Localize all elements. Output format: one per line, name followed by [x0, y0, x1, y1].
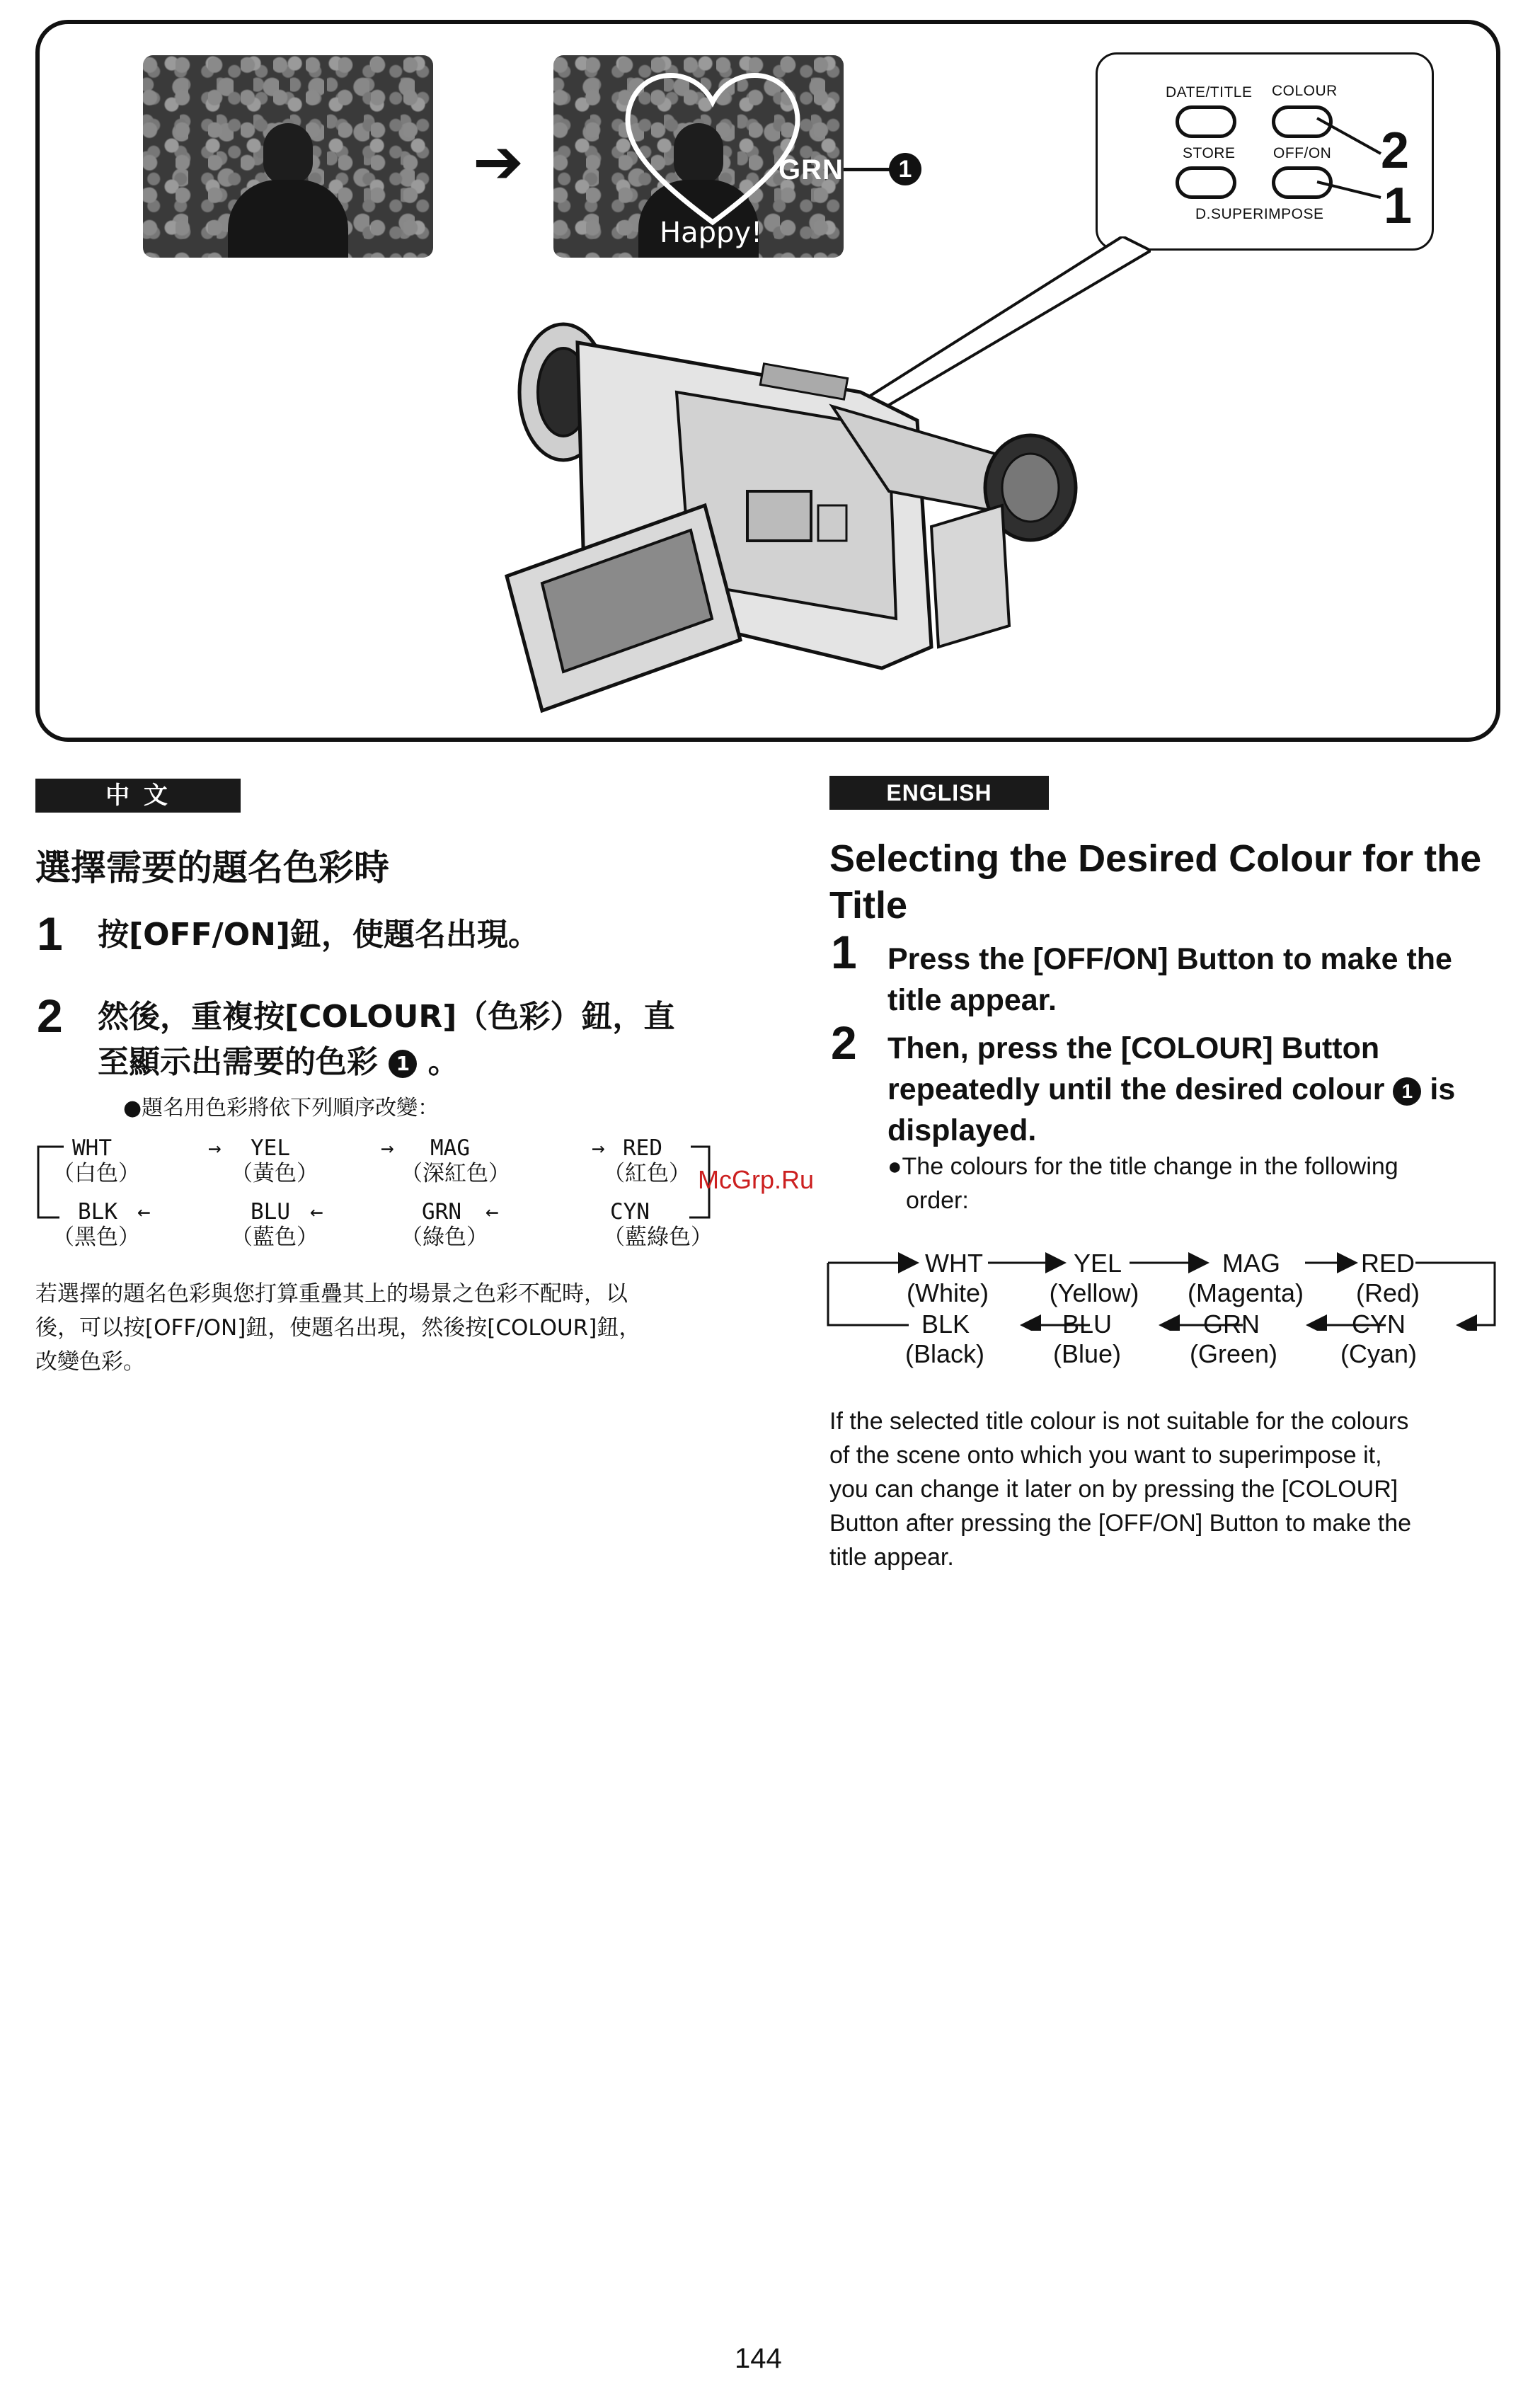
- english-bullet-line1: ●The colours for the title change in the following: [887, 1153, 1398, 1180]
- seq-blk: BLK: [921, 1310, 970, 1339]
- english-step2-line2-end: is: [1430, 1072, 1456, 1106]
- chinese-step2-line1: 然後，重複按[COLOUR]（色彩）鈕，直: [98, 999, 675, 1035]
- seq-blu-zh: （藍色）: [231, 1225, 318, 1250]
- seq-arrow-left: ←: [310, 1199, 323, 1225]
- store-label: STORE: [1183, 145, 1236, 161]
- illustration-panel: [35, 20, 1500, 742]
- english-bullet-line2: order:: [906, 1187, 969, 1214]
- chinese-section-label: 中 文: [35, 779, 241, 813]
- seq-wht: WHT: [72, 1135, 112, 1161]
- chinese-step2-line2-text: 至顯示出需要的色彩: [98, 1044, 378, 1080]
- english-step1-line1: Press the [OFF/ON] Button to make the: [887, 942, 1452, 976]
- camcorder-illustration: [464, 314, 1144, 725]
- off-on-label: OFF/ON: [1273, 145, 1332, 161]
- screen-title-happy: Happy!: [660, 217, 763, 249]
- chinese-step1-number: 1: [37, 907, 63, 960]
- arrow-right-icon: ➔: [473, 128, 524, 196]
- english-step2-line1: Then, press the [COLOUR] Button: [887, 1031, 1380, 1065]
- chinese-title: 選擇需要的題名色彩時: [35, 847, 389, 888]
- seq-blk: BLK: [78, 1199, 117, 1225]
- seq-blu: BLU: [251, 1199, 290, 1225]
- seq-red-zh: （紅色）: [603, 1161, 691, 1186]
- seq-grn-zh: （綠色）: [401, 1225, 488, 1250]
- seq-red: RED: [623, 1135, 662, 1161]
- pointer-lines: [1310, 111, 1388, 217]
- english-step2-line2: [887, 1069, 1455, 1110]
- seq-magenta-name: (Magenta): [1187, 1278, 1304, 1307]
- chinese-step1-text: 按[OFF/ON]鈕，使題名出現。: [98, 917, 540, 953]
- store-button[interactable]: [1176, 166, 1236, 199]
- chinese-note-line1: 若選擇的題名色彩與您打算重疊其上的場景之色彩不配時，以: [35, 1281, 628, 1307]
- chinese-step2-line2: [98, 1041, 459, 1084]
- seq-cyn-zh: （藍綠色）: [603, 1225, 713, 1250]
- seq-wht: WHT: [925, 1249, 983, 1278]
- chinese-step2-line2-end: 。: [427, 1044, 459, 1080]
- seq-yel-zh: （黃色）: [231, 1161, 318, 1186]
- seq-wht-zh: （白色）: [52, 1161, 140, 1186]
- seq-mag: MAG: [430, 1135, 470, 1161]
- chinese-bullet: ●題名用色彩將依下列順序改變：: [123, 1096, 439, 1121]
- seq-mag: MAG: [1222, 1249, 1280, 1278]
- english-step2-number: 2: [831, 1016, 857, 1069]
- chinese-sequence: [31, 1133, 718, 1267]
- button-number-2: 2: [1381, 122, 1410, 179]
- seq-grn: GRN: [1203, 1310, 1260, 1339]
- english-section-label: ENGLISH: [829, 776, 1049, 810]
- english-note-line4: Button after pressing the [OFF/ON] Button to make the: [829, 1510, 1412, 1537]
- english-note-line1: If the selected title colour is not suitable for the colours: [829, 1408, 1409, 1435]
- english-sequence: [827, 1246, 1499, 1373]
- seq-mag-zh: （深紅色）: [401, 1161, 510, 1186]
- english-note-line3: you can change it later on by pressing the [COLOUR]: [829, 1476, 1398, 1503]
- person-silhouette: [228, 102, 348, 258]
- callout-line: [844, 168, 890, 171]
- english-title-line2: Title: [829, 884, 908, 927]
- seq-red-name: (Red): [1355, 1278, 1420, 1307]
- seq-blue-name: (Blue): [1052, 1339, 1122, 1368]
- seq-blk-zh: （黑色）: [52, 1225, 140, 1250]
- callout-number-1: 1: [389, 1050, 417, 1078]
- date-title-label: DATE/TITLE: [1166, 84, 1253, 101]
- seq-yellow-name: (Yellow): [1049, 1278, 1139, 1307]
- callout-number-1: 1: [1393, 1077, 1421, 1106]
- screen-after-image: [553, 55, 844, 258]
- seq-yel: YEL: [1073, 1249, 1122, 1278]
- english-step2-line2-text: repeatedly until the desired colour: [887, 1072, 1385, 1106]
- english-step1-number: 1: [831, 926, 857, 978]
- seq-cyn: CYN: [610, 1199, 650, 1225]
- seq-cyan-name: (Cyan): [1340, 1339, 1418, 1368]
- button-number-1: 1: [1384, 178, 1413, 234]
- seq-arrow: →: [381, 1135, 394, 1161]
- english-title-line1: Selecting the Desired Colour for the: [829, 837, 1482, 880]
- seq-arrow-left: ←: [485, 1199, 499, 1225]
- date-title-button[interactable]: [1176, 105, 1236, 138]
- button-panel: [1096, 52, 1434, 251]
- chinese-step2-number: 2: [37, 990, 63, 1042]
- screen-title-grn: GRN: [778, 154, 844, 185]
- seq-arrow-left: ←: [137, 1199, 151, 1225]
- seq-arrow: →: [592, 1135, 605, 1161]
- english-step1-line2: title appear.: [887, 983, 1057, 1017]
- chinese-note-line3: 改變色彩。: [35, 1349, 145, 1375]
- seq-yel: YEL: [251, 1135, 290, 1161]
- watermark: McGrp.Ru: [698, 1165, 815, 1194]
- chinese-note-line2: 後，可以按[OFF/ON]鈕，使題名出現，然後按[COLOUR]鈕，: [35, 1315, 641, 1341]
- seq-green-name: (Green): [1189, 1339, 1278, 1368]
- callout-number-1: 1: [889, 153, 921, 185]
- seq-blu: BLU: [1062, 1310, 1113, 1339]
- seq-arrow: →: [208, 1135, 222, 1161]
- english-step2-line3: displayed.: [887, 1113, 1037, 1147]
- seq-cyn: CYN: [1351, 1310, 1406, 1339]
- seq-red: RED: [1360, 1249, 1415, 1278]
- colour-label: COLOUR: [1272, 83, 1338, 99]
- seq-grn: GRN: [422, 1199, 461, 1225]
- english-note-line5: title appear.: [829, 1544, 954, 1571]
- seq-white-name: (White): [907, 1278, 989, 1307]
- english-note-line2: of the scene onto which you want to superimpose it,: [829, 1442, 1382, 1469]
- d-superimpose-label: D.SUPERIMPOSE: [1195, 206, 1324, 222]
- screen-before-image: [143, 55, 433, 258]
- seq-black-name: (Black): [904, 1339, 984, 1368]
- heart-frame-icon: [617, 59, 808, 236]
- page-number: 144: [735, 2343, 782, 2374]
